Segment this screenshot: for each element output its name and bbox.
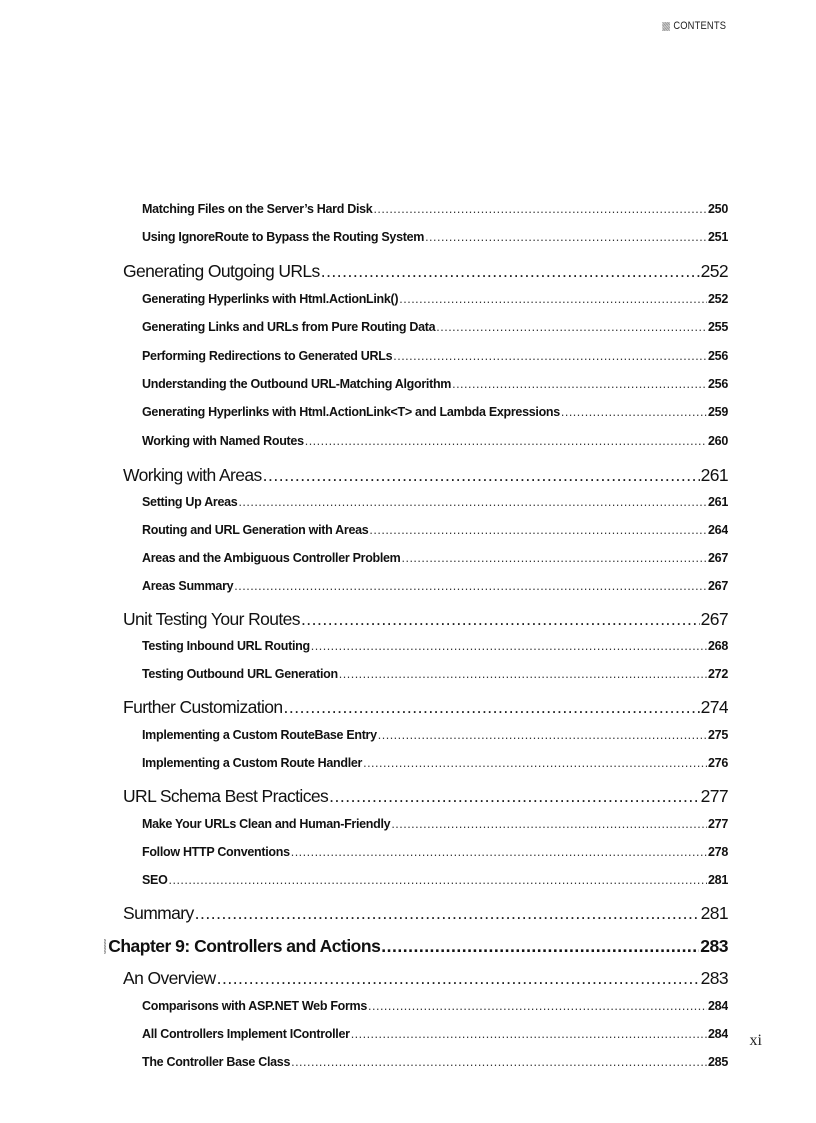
toc-subsection-entry bbox=[142, 667, 728, 681]
toc-entry-page: 272 bbox=[708, 667, 728, 681]
toc-chapter-entry bbox=[104, 936, 728, 957]
dot-leader bbox=[305, 434, 707, 448]
dot-leader bbox=[369, 523, 707, 537]
square-bullet-icon bbox=[662, 22, 670, 31]
running-head bbox=[662, 20, 726, 32]
dot-leader bbox=[363, 756, 707, 770]
dot-leader bbox=[238, 495, 707, 509]
dot-leader bbox=[436, 320, 707, 334]
dot-leader bbox=[301, 609, 700, 630]
toc-entry-page: 264 bbox=[708, 523, 728, 537]
toc-entry-title: Comparisons with ASP.NET Web Forms bbox=[142, 999, 368, 1013]
toc-subsection-entry bbox=[142, 434, 728, 448]
toc-entry-page: 259 bbox=[708, 405, 728, 419]
dot-leader bbox=[311, 639, 707, 653]
dot-leader bbox=[373, 202, 707, 216]
toc-subsection-entry bbox=[142, 320, 728, 334]
page-number: xi bbox=[749, 1032, 762, 1049]
dot-leader bbox=[391, 817, 707, 831]
toc-entry-page: 267 bbox=[708, 551, 728, 565]
toc-subsection-entry bbox=[142, 349, 728, 363]
toc-entry-page: 277 bbox=[700, 786, 728, 806]
toc-entry-page: 278 bbox=[708, 845, 728, 859]
toc-subsection-entry bbox=[142, 292, 728, 306]
toc-subsection-entry bbox=[142, 873, 728, 887]
toc-entry-title: Routing and URL Generation with Areas bbox=[142, 523, 369, 537]
toc-subsection-entry bbox=[142, 405, 728, 419]
toc-section-entry bbox=[123, 968, 728, 989]
dot-leader bbox=[561, 405, 707, 419]
toc-entry-title: Generating Links and URLs from Pure Routing Data bbox=[142, 320, 436, 334]
dot-leader bbox=[393, 349, 707, 363]
toc-subsection-entry bbox=[142, 845, 728, 859]
dot-leader bbox=[321, 261, 700, 282]
toc-entry-page: 256 bbox=[708, 349, 728, 363]
toc-subsection-entry bbox=[142, 817, 728, 831]
toc-entry-title: Generating Hyperlinks with Html.ActionLink<T> and Lambda Expressions bbox=[142, 405, 560, 419]
toc-subsection-entry bbox=[142, 1027, 728, 1041]
toc-entry-title: Summary bbox=[123, 903, 194, 923]
toc-entry-title: Setting Up Areas bbox=[142, 495, 238, 509]
toc-entry-page: 267 bbox=[700, 609, 728, 629]
toc-entry-title: Areas and the Ambiguous Controller Problem bbox=[142, 551, 401, 565]
toc-section-entry bbox=[123, 465, 728, 486]
toc-subsection-entry bbox=[142, 377, 728, 391]
dot-leader bbox=[284, 697, 700, 718]
toc-entry-page: 267 bbox=[708, 579, 728, 593]
toc-entry-page: 251 bbox=[708, 230, 728, 244]
toc-entry-page: 261 bbox=[700, 465, 728, 485]
toc-subsection-entry bbox=[142, 639, 728, 653]
toc-section-entry bbox=[123, 609, 728, 630]
toc-entry-title: Generating Hyperlinks with Html.ActionLink() bbox=[142, 292, 399, 306]
toc-entry-page: 250 bbox=[708, 202, 728, 216]
dot-leader bbox=[217, 968, 700, 989]
toc-entry-title: Areas Summary bbox=[142, 579, 234, 593]
dot-leader bbox=[452, 377, 707, 391]
toc-entry-page: 285 bbox=[708, 1055, 728, 1069]
toc-entry-title: Chapter 9: Controllers and Actions bbox=[108, 936, 381, 956]
toc-entry-title: Working with Areas bbox=[123, 465, 262, 485]
toc-subsection-entry bbox=[142, 579, 728, 593]
toc-entry-title: Using IgnoreRoute to Bypass the Routing System bbox=[142, 230, 425, 244]
dot-leader bbox=[339, 667, 707, 681]
toc-subsection-entry bbox=[142, 728, 728, 742]
toc-entry-page: 268 bbox=[708, 639, 728, 653]
toc-entry-title: The Controller Base Class bbox=[142, 1055, 291, 1069]
toc-entry-page: 260 bbox=[708, 434, 728, 448]
toc-entry-title: Implementing a Custom RouteBase Entry bbox=[142, 728, 377, 742]
toc-entry-page: 256 bbox=[708, 377, 728, 391]
toc-entry-title: SEO bbox=[142, 873, 168, 887]
dot-leader bbox=[368, 999, 707, 1013]
toc-entry-title: Unit Testing Your Routes bbox=[123, 609, 300, 629]
toc-entry-page: 284 bbox=[708, 1027, 728, 1041]
dot-leader bbox=[169, 873, 708, 887]
dot-leader bbox=[381, 936, 699, 957]
dot-leader bbox=[399, 292, 707, 306]
toc-entry-page: 283 bbox=[700, 968, 728, 988]
toc-entry-title: Testing Inbound URL Routing bbox=[142, 639, 310, 653]
square-bullet-icon bbox=[104, 939, 106, 954]
toc-entry-page: 283 bbox=[700, 936, 728, 956]
dot-leader bbox=[263, 465, 700, 486]
toc-entry-page: 252 bbox=[700, 261, 728, 281]
toc-entry-page: 275 bbox=[708, 728, 728, 742]
toc-section-entry bbox=[123, 697, 728, 718]
toc-entry-title: URL Schema Best Practices bbox=[123, 786, 329, 806]
toc-entry-page: 277 bbox=[708, 817, 728, 831]
toc-entry-title: Performing Redirections to Generated URLs bbox=[142, 349, 393, 363]
toc-entry-title: Understanding the Outbound URL-Matching Algorithm bbox=[142, 377, 452, 391]
toc-entry-page: 255 bbox=[708, 320, 728, 334]
dot-leader bbox=[402, 551, 708, 565]
toc-entry-title: Follow HTTP Conventions bbox=[142, 845, 290, 859]
toc-subsection-entry bbox=[142, 202, 728, 216]
toc-entry-title: Generating Outgoing URLs bbox=[123, 261, 320, 281]
toc-entry-title: An Overview bbox=[123, 968, 216, 988]
toc-entry-title: Implementing a Custom Route Handler bbox=[142, 756, 363, 770]
toc-section-entry bbox=[123, 786, 728, 807]
toc-section-entry bbox=[123, 261, 728, 282]
toc-entry-title: Working with Named Routes bbox=[142, 434, 304, 448]
toc-subsection-entry bbox=[142, 1055, 728, 1069]
toc-subsection-entry bbox=[142, 756, 728, 770]
toc-entry-page: 281 bbox=[700, 903, 728, 923]
toc-subsection-entry bbox=[142, 999, 728, 1013]
toc-entry-page: 276 bbox=[708, 756, 728, 770]
dot-leader bbox=[291, 845, 707, 859]
dot-leader bbox=[329, 786, 699, 807]
dot-leader bbox=[195, 903, 700, 924]
dot-leader bbox=[425, 230, 707, 244]
toc-entry-title: Further Customization bbox=[123, 697, 283, 717]
toc-subsection-entry bbox=[142, 551, 728, 565]
running-head-label: CONTENTS bbox=[673, 20, 726, 32]
toc-entry-title: Make Your URLs Clean and Human-Friendly bbox=[142, 817, 391, 831]
toc-entry-page: 274 bbox=[700, 697, 728, 717]
toc-section-entry bbox=[123, 903, 728, 924]
toc-subsection-entry bbox=[142, 523, 728, 537]
toc-entry-page: 261 bbox=[708, 495, 728, 509]
toc-subsection-entry bbox=[142, 230, 728, 244]
toc-entry-page: 284 bbox=[708, 999, 728, 1013]
toc-entry-title: Testing Outbound URL Generation bbox=[142, 667, 338, 681]
toc-entry-page: 252 bbox=[708, 292, 728, 306]
dot-leader bbox=[291, 1055, 707, 1069]
toc-entry-title: Matching Files on the Server’s Hard Disk bbox=[142, 202, 373, 216]
toc-entry-page: 281 bbox=[708, 873, 728, 887]
toc-entry-title: All Controllers Implement IController bbox=[142, 1027, 350, 1041]
toc-subsection-entry bbox=[142, 495, 728, 509]
dot-leader bbox=[234, 579, 707, 593]
dot-leader bbox=[378, 728, 707, 742]
dot-leader bbox=[351, 1027, 707, 1041]
